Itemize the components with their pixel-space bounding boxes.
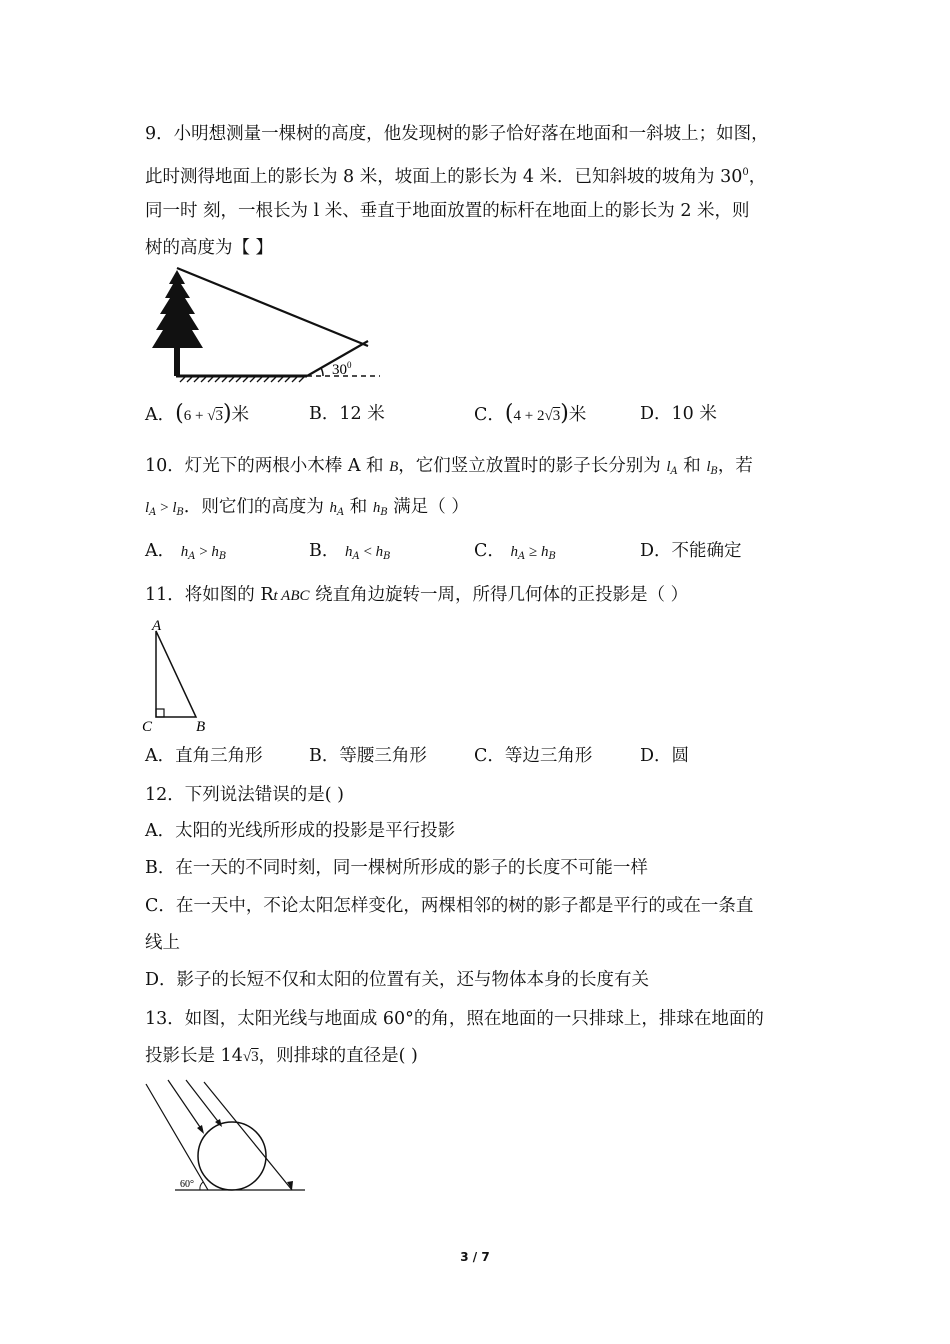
q13-line-1	[145, 1008, 764, 1030]
q9-option-c-open-paren: (	[504, 401, 514, 426]
q11-triangle-name: t ABC	[273, 588, 310, 604]
q10-la-var: l	[666, 459, 671, 475]
q11-stem	[145, 584, 688, 607]
q11-option-a[interactable]	[145, 745, 263, 767]
q10-hb-sub: B	[380, 507, 388, 518]
q12-option-d[interactable]	[145, 969, 649, 991]
q10-ha-var: h	[329, 500, 337, 516]
q9-option-a-expr: 6 + √	[183, 408, 216, 424]
q9-option-c-unit: 米	[568, 405, 587, 425]
q10-cond-la: l	[145, 500, 150, 516]
q12-option-b[interactable]	[145, 857, 648, 879]
q9-angle-label: $30^0$	[332, 360, 352, 378]
q10-option-a-label: A．	[145, 541, 176, 561]
q13-radicand: 3	[251, 1049, 259, 1065]
q13-ball-sunlight-figure	[140, 1078, 310, 1198]
q9-line-1	[145, 123, 769, 145]
tree-icon	[152, 270, 203, 376]
q9-option-a-radicand: 3	[215, 408, 223, 424]
q10-cond-lb-sub: B	[176, 507, 184, 518]
q10-b-var: B	[389, 459, 399, 475]
q11-option-a-text: A．直角三角形	[145, 746, 263, 766]
q10-line-2	[145, 496, 469, 524]
q13-line-1-text: 13．如图，太阳光线与地面成 60°的角，照在地面的一只排球上，排球在地面的	[145, 1009, 764, 1029]
q10-option-c[interactable]	[474, 540, 556, 568]
q10-la-sub: A	[670, 466, 678, 477]
q10-option-a[interactable]	[145, 540, 226, 568]
q10-c-sub1: A	[517, 551, 526, 562]
q10-text-1: 10．灯光下的两根小木棒 A 和	[145, 456, 390, 476]
q9-line-4-text: 树的高度为【 】	[145, 238, 274, 258]
q10-option-b-label: B．	[309, 541, 340, 561]
q10-a-h1: h	[180, 544, 189, 560]
q11-option-d-text: D．圆	[640, 746, 690, 766]
q10-c-sub2: B	[548, 551, 556, 562]
q12-stem	[145, 784, 344, 806]
q9-option-c-close-paren: )	[560, 401, 569, 426]
q11-vertex-b: B	[196, 719, 206, 735]
q10-text-6: 和	[344, 497, 373, 517]
q10-option-b[interactable]	[309, 540, 391, 568]
q10-cond-lb: l	[172, 500, 177, 516]
q10-text-5: ．则它们的高度为	[183, 497, 330, 517]
q11-text-2: 绕直角边旋转一周，所得几何体的正投影是（ ）	[309, 585, 689, 605]
q10-c-h1: h	[510, 544, 518, 560]
q10-c-op: ≥	[525, 544, 541, 560]
q10-a-op: >	[195, 544, 212, 560]
q10-b-op: <	[359, 544, 376, 560]
q10-a-sub1: A	[188, 551, 196, 562]
q13-line-2	[145, 1045, 418, 1068]
q10-text-4: ，若	[717, 456, 753, 476]
q12-option-c-text-2: 线上	[145, 933, 180, 953]
q9-option-b-text: B．12 米	[309, 404, 385, 424]
q10-a-h2: h	[211, 544, 219, 560]
q12-option-c[interactable]	[145, 895, 753, 917]
q13-sqrt-sign: √	[242, 1049, 252, 1065]
page-number: 3 / 7	[460, 1250, 490, 1264]
q9-tree-slope-figure	[140, 262, 390, 387]
q11-text-1: 11．将如图的 R	[145, 585, 274, 605]
q9-option-c-expr: 4 + 2√	[513, 408, 553, 424]
q9-line-4	[145, 237, 273, 259]
q10-text-7: 满足（ ）	[387, 497, 469, 517]
q12-option-c-cont	[145, 932, 180, 954]
q9-line-3-text: 同一时 刻，一根长为 l 米、垂直于地面放置的标杆在地面上的影长为 2 米，则	[145, 201, 750, 221]
q13-text-2: ，则排球的直径是( )	[258, 1046, 418, 1066]
q9-option-c-label: C．	[474, 405, 505, 425]
q11-option-b-text: B．等腰三角形	[309, 746, 427, 766]
q10-ha-sub: A	[336, 507, 345, 518]
q10-lb-var: l	[706, 459, 711, 475]
q9-option-d[interactable]	[640, 403, 717, 425]
q10-b-sub2: B	[383, 551, 391, 562]
q10-cond-la-sub: A	[149, 507, 157, 518]
q11-vertex-c: C	[142, 719, 153, 735]
q11-vertex-a: A	[152, 618, 162, 634]
q10-line-1	[145, 455, 753, 483]
q11-right-triangle-figure	[138, 615, 218, 735]
q12-stem-text: 12．下列说法错误的是( )	[145, 785, 344, 805]
q9-line-3	[145, 200, 750, 222]
q10-option-c-label: C．	[474, 541, 505, 561]
q12-option-a[interactable]	[145, 820, 455, 842]
q10-b-h2: h	[375, 544, 384, 560]
q9-degree-sup: 0	[742, 167, 749, 178]
q9-option-a[interactable]	[145, 403, 249, 427]
q11-option-d[interactable]	[640, 745, 689, 767]
q9-option-b[interactable]	[309, 403, 385, 425]
q9-option-a-open-paren: (	[175, 401, 184, 426]
q10-lb-sub: B	[710, 466, 718, 477]
q10-hb-var: h	[372, 500, 381, 516]
q9-line-2-end: ，	[748, 167, 767, 187]
q10-b-sub1: A	[352, 551, 360, 562]
q9-line-2-text: 此时测得地面上的影长为 8 米，坡面上的影长为 4 米．已知斜坡的坡角为 30	[145, 167, 743, 187]
q10-cond-gt: >	[156, 500, 173, 516]
q11-option-b[interactable]	[309, 745, 427, 767]
q10-text-2: ，它们竖立放置时的影子长分别为	[398, 456, 667, 476]
q9-option-a-unit: 米	[231, 405, 250, 425]
q13-text-1: 投影长是 14	[145, 1046, 243, 1066]
q12-option-a-text: A．太阳的光线所形成的投影是平行投影	[145, 821, 456, 841]
q11-option-c[interactable]	[474, 745, 592, 767]
q9-option-c-radicand: 3	[552, 408, 561, 424]
q9-line-1-text: 9．小明想测量一棵树的高度，他发现树的影子恰好落在地面和一斜坡上；如图，	[145, 124, 769, 144]
q11-option-c-text: C．等边三角形	[474, 746, 593, 766]
q10-option-d[interactable]	[640, 540, 742, 562]
q9-option-a-close-paren: )	[222, 401, 232, 426]
q9-line-2	[145, 162, 766, 188]
q10-a-sub2: B	[218, 551, 227, 562]
q12-option-d-text: D．影子的长短不仅和太阳的位置有关，还与物体本身的长度有关	[145, 970, 650, 990]
q13-angle-label: 60°	[180, 1179, 194, 1190]
q10-option-d-text: D．不能确定	[640, 541, 742, 561]
q10-c-h2: h	[540, 544, 549, 560]
q10-text-3: 和	[677, 456, 707, 476]
q12-option-c-text-1: C．在一天中，不论太阳怎样变化，两棵相邻的树的影子都是平行的或在一条直	[145, 896, 754, 916]
q10-b-h1: h	[344, 544, 353, 560]
q9-option-c[interactable]	[474, 403, 586, 427]
q9-option-a-label: A．	[145, 405, 176, 425]
q9-option-d-text: D．10 米	[640, 404, 717, 424]
q12-option-b-text: B．在一天的不同时刻，同一棵树所形成的影子的长度不可能一样	[145, 858, 648, 878]
